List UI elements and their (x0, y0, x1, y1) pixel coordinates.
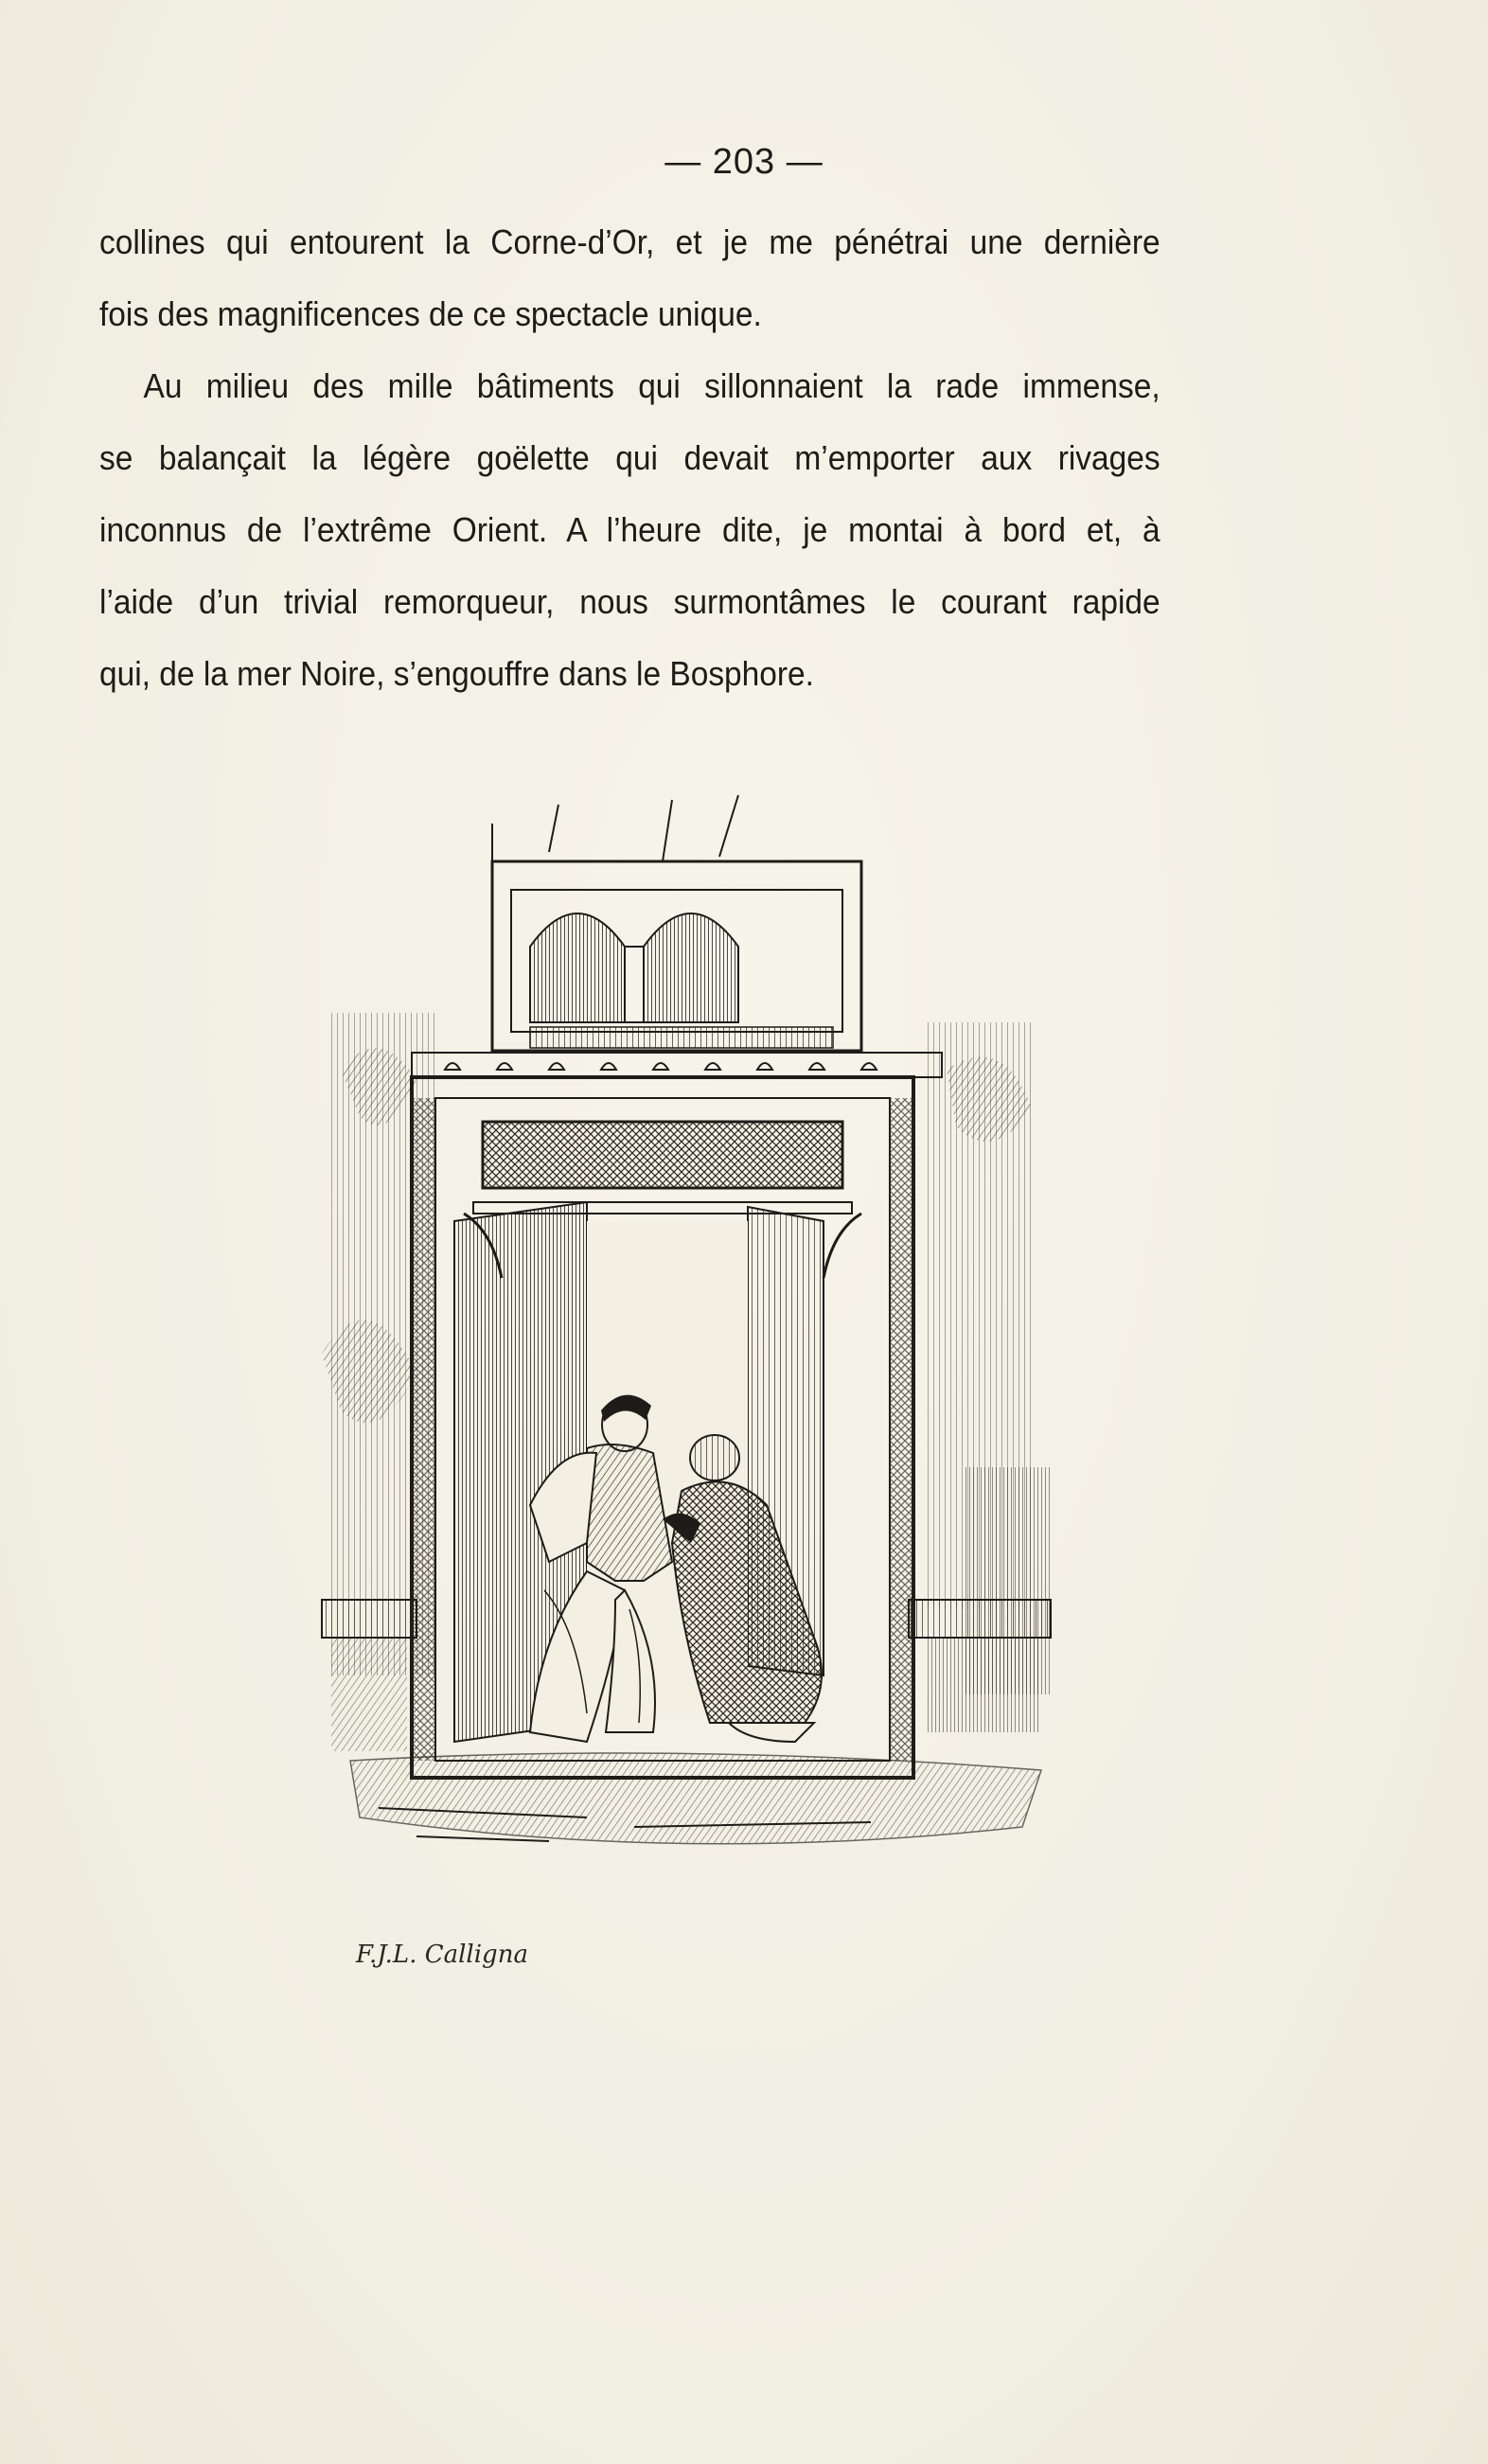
page-number: — 203 — (664, 142, 824, 182)
engraver-signature: F.J.L. Calligna (356, 1941, 528, 1969)
text-line: se balançait la légère goëlette qui devait m’emporter aux rivages (99, 438, 1160, 477)
upper-balcony (492, 795, 861, 1051)
left-steps (322, 1600, 416, 1751)
low-wall (909, 1600, 1051, 1732)
trefoil-band (412, 1053, 942, 1077)
text-line: inconnus de l’extrême Orient. A l’heure dite, je montai à bord et, à (99, 510, 1160, 549)
text-line: fois des magnificences de ce spectacle unique. (99, 294, 762, 333)
doorway-engraving-svg (303, 786, 1060, 2016)
text-line: collines qui entourent la Corne-d’Or, et je me pénétrai une dernière (99, 222, 1160, 261)
text-line: l’aide d’un trivial remorqueur, nous surmontâmes le courant rapide (99, 582, 1160, 621)
engraving-illustration (303, 786, 1060, 2016)
text-line: qui, de la mer Noire, s’engouffre dans le Bosphore. (99, 654, 814, 693)
body-text (99, 206, 1160, 710)
foliage-right (928, 1022, 1051, 1694)
ground (350, 1753, 1041, 1844)
text-line: Au milieu des mille bâtiments qui sillonnaient la rade immense, (143, 366, 1160, 405)
